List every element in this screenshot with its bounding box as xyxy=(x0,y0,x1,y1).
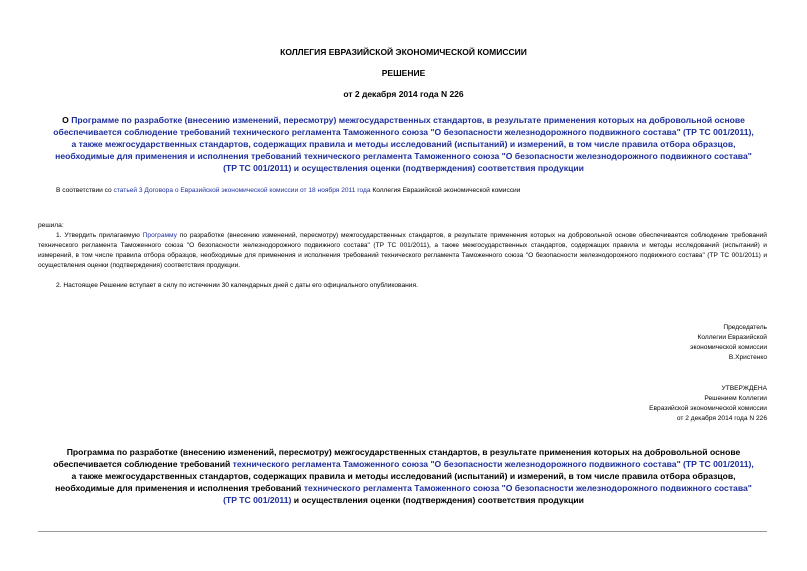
title-link-line-3[interactable]: а также межгосударственных стандартов, содержащих правила и методы исследований (испытаний) и измерений, в том числе правила отбора образцов, xyxy=(71,139,736,149)
program-title-line-1: Программа по разработке (внесению изменений, пересмотру) межгосударственных стандартов, в результате применения которых на добровольной основе xyxy=(66,447,741,457)
title-link-line-5[interactable]: (ТР ТС 001/2011) и осуществления оценки (подтверждения) соответствия продукции xyxy=(223,163,584,173)
decision-title-line-1 xyxy=(20,114,787,126)
header-doc-type: РЕШЕНИЕ xyxy=(381,68,426,78)
header-date: от 2 декабря 2014 года N 226 xyxy=(343,89,464,99)
program-title-line-5-text: и осуществления оценки (подтверждения) соответствия продукции xyxy=(291,495,584,505)
approved-line-3: Евразийской экономической комиссии xyxy=(649,405,767,412)
approved-line-4: от 2 декабря 2014 года N 226 xyxy=(676,415,767,422)
program-title xyxy=(20,446,787,506)
signature-line-1: Председатель xyxy=(723,324,767,331)
program-title-line-5 xyxy=(20,494,787,506)
approved-line-1: УТВЕРЖДЕНА xyxy=(721,385,767,392)
program-title-regulation-link-3[interactable]: (ТР ТС 001/2011) xyxy=(223,495,292,505)
item-1-before: 1. Утвердить прилагаемую xyxy=(56,232,143,239)
program-title-line-2 xyxy=(20,458,787,470)
title-link-program[interactable]: Программе по разработке (внесению изменений, пересмотру) межгосударственных стандартов, в результате применения которых на добровольной основе xyxy=(71,115,745,125)
program-title-line-3: а также межгосударственных стандартов, содержащих правила и методы исследований (испытаний) и измерений, в том числе правила отбора образцов, xyxy=(71,471,736,481)
approved-line-2: Решением Коллегии xyxy=(704,395,767,402)
item-1 xyxy=(38,231,767,271)
title-link-line-2[interactable]: обеспечивается соблюдение требований технического регламента Таможенного союза "О безопасности железнодорожного подвижного состава" (ТР ТС 001/2011), xyxy=(53,127,754,137)
preamble-article-link[interactable]: статьей 3 Договора о Евразийской экономической комиссии от 18 ноября 2011 года xyxy=(113,187,371,194)
header-org: КОЛЛЕГИЯ ЕВРАЗИЙСКОЙ ЭКОНОМИЧЕСКОЙ КОМИССИИ xyxy=(280,47,527,57)
program-title-line-4-text: необходимые для применения и исполнения требований xyxy=(55,483,304,493)
item-2: 2. Настоящее Решение вступает в силу по истечении 30 календарных дней с даты его официального опубликования. xyxy=(56,282,418,289)
program-title-line-2-text: обеспечивается соблюдение требований xyxy=(53,459,233,469)
program-title-regulation-link-2[interactable]: технического регламента Таможенного союза "О безопасности железнодорожного подвижного состава" xyxy=(303,483,752,493)
signature-line-4: В.Христенко xyxy=(728,354,767,361)
page-divider xyxy=(38,531,767,532)
decision-title xyxy=(20,114,787,174)
title-prefix: О xyxy=(62,115,72,125)
item-1-after: по разработке (внесению изменений, пересмотру) межгосударственных стандартов, в результате применения которых на добровольной основе обеспечивается соблюдение требований технического регламента Таможенного союза "О безопасности железнодорожного подвижного состава" (ТР ТС 001/2011), а также межгосударственных стандартов, содержащих правила и методы исследований (испытаний) и измерений, в том числе правила отбора образцов, необходимые для применения и исполнения требований технического регламента Таможенного союза "О безопасности железнодорожного подвижного состава" (ТР ТС 001/2011) и осуществления оценки (подтверждения) соответствия продукции. xyxy=(38,232,767,269)
signature-line-3: экономической комиссии xyxy=(690,344,767,351)
preamble xyxy=(56,186,776,196)
approved-block xyxy=(560,384,767,424)
program-title-regulation-link-1[interactable]: технического регламента Таможенного союза "О безопасности железнодорожного подвижного состава" (ТР ТС 001/2011), xyxy=(232,459,754,469)
preamble-before: В соответствии со xyxy=(56,187,114,194)
title-link-line-4[interactable]: необходимые для применения и исполнения требований технического регламента Таможенного союза "О безопасности железнодорожного подвижного состава" xyxy=(55,151,752,161)
item-1-program-link[interactable]: Программу xyxy=(142,232,177,239)
signature-line-2: Коллегии Евразийской xyxy=(697,334,767,341)
signature-block xyxy=(560,323,767,363)
preamble-after: Коллегия Евразийской экономической комиссии xyxy=(370,187,521,194)
program-title-line-4 xyxy=(20,482,787,494)
decided-label: решила: xyxy=(38,222,64,229)
